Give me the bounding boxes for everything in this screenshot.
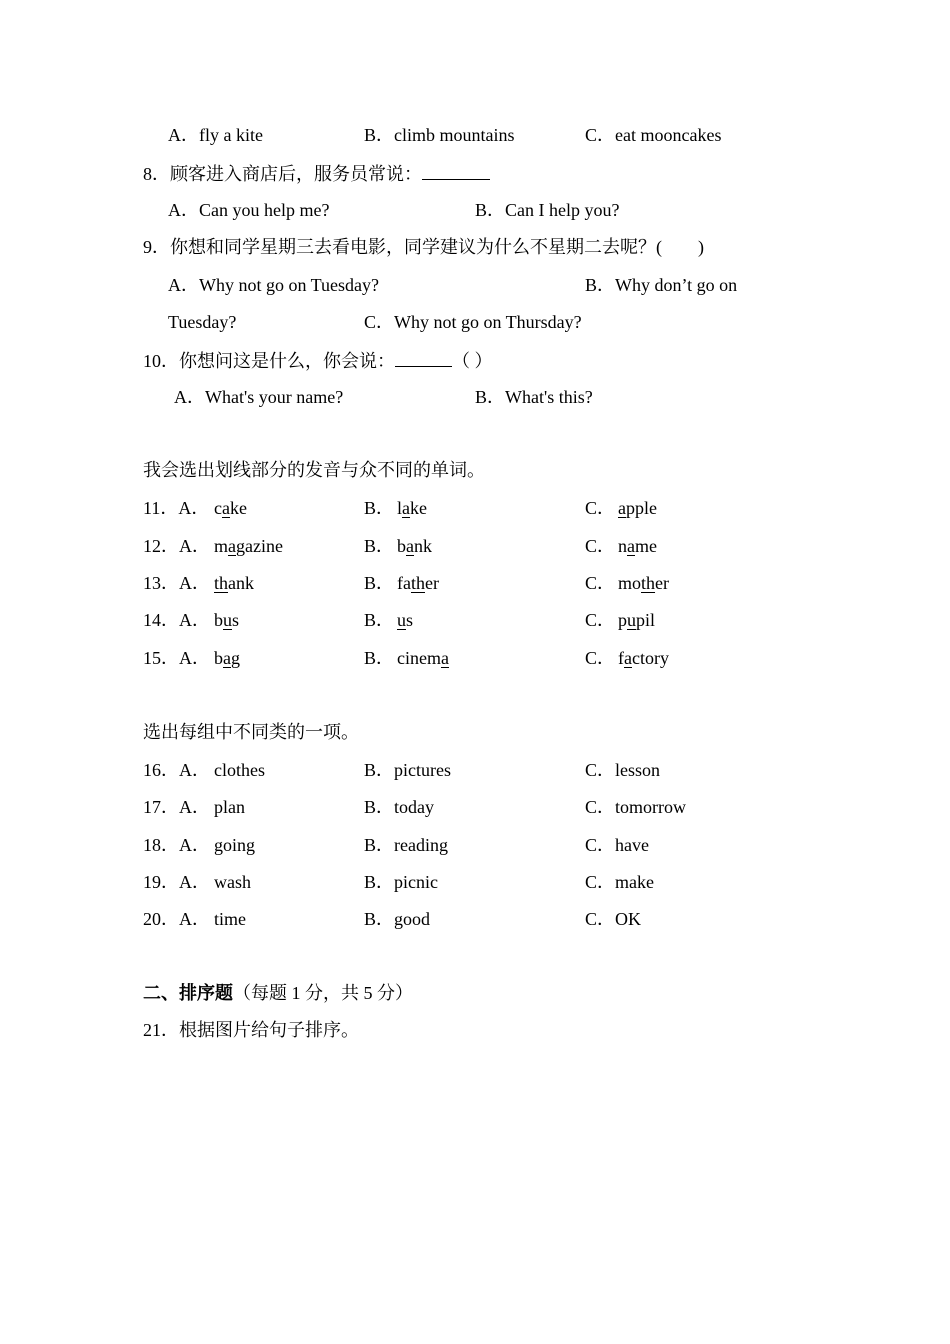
pron-option-c (618, 535, 657, 557)
word-part-ul: a (222, 498, 230, 518)
class-option-b: B．good (364, 909, 431, 929)
word-part-post: er (655, 573, 670, 593)
class-option-b: B．picnic (364, 872, 438, 892)
pron-option-b (397, 572, 439, 594)
word-part-pre: n (618, 536, 627, 556)
q7-option-b: B．climb mountains (364, 125, 515, 145)
q10-option-b: B．What's this? (475, 387, 593, 407)
word-part-post: er (425, 573, 439, 593)
word-part-pre: fa (397, 573, 411, 593)
section-ordering-title (143, 982, 413, 1004)
class-item-number: 20．A． (143, 909, 210, 929)
pron-option-c (618, 647, 669, 669)
word-part-ul: a (223, 648, 231, 668)
word-part-post: gazine (236, 536, 283, 556)
class-option-b: B．today (364, 797, 434, 817)
word-part-pre: p (618, 610, 627, 630)
class-option-b: B．reading (364, 835, 448, 855)
pron-item-number: 14．A． (143, 610, 210, 630)
word-part-pre: cinem (397, 648, 441, 668)
q7-option-c: C．eat mooncakes (585, 125, 722, 145)
class-option-c: C．have (585, 835, 649, 855)
word-part-pre: m (214, 536, 229, 556)
word-part-post: g (231, 648, 240, 668)
word-part-post: pple (626, 498, 657, 518)
section-ordering-heading: 二、排序题 (143, 983, 233, 1003)
pron-option-c-label: C． (585, 536, 616, 556)
q9-option-b-line1: B．Why don’t go on (585, 275, 738, 295)
word-part-post: ank (228, 573, 255, 593)
pron-option-c-label: C． (585, 573, 616, 593)
pron-option-c-label: C． (585, 498, 616, 518)
pron-option-b-label: B． (364, 610, 395, 630)
pron-option-a (214, 497, 247, 519)
word-part-ul: a (402, 498, 411, 518)
pron-option-b-label: B． (364, 648, 395, 668)
pron-item-number: 15．A． (143, 648, 210, 668)
q10-stem-text: 10．你想问这是什么，你会说： (143, 351, 395, 371)
q21-stem: 21．根据图片给句子排序。 (143, 1020, 359, 1040)
q8-stem (143, 161, 490, 185)
q8-option-b: B．Can I help you? (475, 200, 620, 220)
q8-answer-blank (422, 161, 490, 180)
pron-option-c (618, 609, 655, 631)
q9-option-c: C．Why not go on Thursday? (364, 312, 582, 332)
q9-stem: 9．你想和同学星期三去看电影，同学建议为什么不星期二去呢？( ) (143, 237, 704, 257)
word-part-ul: th (410, 573, 425, 593)
q10-option-a: A．What's your name? (174, 387, 344, 407)
word-part-post: nk (414, 536, 432, 556)
word-part-post: ctory (632, 648, 669, 668)
class-option-a: plan (214, 797, 245, 817)
word-part-ul: u (627, 610, 636, 630)
pron-item-number: 12．A． (143, 536, 210, 556)
q8-option-a: A．Can you help me? (168, 200, 330, 220)
word-part-pre: b (214, 610, 223, 630)
word-part-ul: a (406, 536, 414, 556)
pron-option-a (214, 647, 240, 669)
q7-option-a: A．fly a kite (168, 125, 263, 145)
word-part-ul: u (397, 610, 406, 630)
word-part-ul: a (440, 648, 449, 668)
class-option-a: time (214, 909, 246, 929)
word-part-post: ke (410, 498, 428, 518)
word-part-ul: u (223, 610, 232, 630)
pron-option-c (618, 572, 669, 594)
pron-option-c-label: C． (585, 648, 616, 668)
section-classification-title: 选出每组中不同类的一项。 (143, 722, 359, 742)
pron-option-b (397, 647, 449, 669)
word-part-ul: a (618, 498, 626, 518)
word-part-ul: a (624, 648, 632, 668)
q9-option-b-line2: Tuesday? (168, 312, 237, 332)
pron-option-c (618, 497, 657, 519)
pron-option-b-label: B． (364, 498, 395, 518)
word-part-post: pil (636, 610, 656, 630)
section-pronunciation-title: 我会选出划线部分的发音与众不同的单词。 (143, 460, 485, 480)
pron-option-a (214, 572, 254, 594)
word-part-ul: a (228, 536, 237, 556)
word-part-ul: th (214, 573, 229, 593)
pron-option-c-label: C． (585, 610, 616, 630)
pron-option-b-label: B． (364, 573, 395, 593)
class-option-c: C．tomorrow (585, 797, 686, 817)
word-part-ul: th (641, 573, 656, 593)
class-item-number: 18．A． (143, 835, 210, 855)
q10-stem-paren: （ ） (452, 351, 493, 371)
word-part-pre: f (618, 648, 624, 668)
word-part-post: me (635, 536, 657, 556)
class-item-number: 16．A． (143, 760, 210, 780)
pron-option-b (397, 497, 427, 519)
class-item-number: 19．A． (143, 872, 210, 892)
word-part-post: ke (230, 498, 247, 518)
class-option-a: going (214, 835, 256, 855)
pron-item-number: 13．A． (143, 573, 210, 593)
word-part-post: s (232, 610, 240, 630)
class-option-a: wash (214, 872, 251, 892)
word-part-pre: c (214, 498, 222, 518)
word-part-pre: mo (618, 573, 642, 593)
q9-option-a: A．Why not go on Tuesday? (168, 275, 379, 295)
q10-answer-blank (395, 348, 452, 367)
word-part-pre: b (214, 648, 223, 668)
word-part-ul: a (627, 536, 635, 556)
class-option-c: C．make (585, 872, 654, 892)
word-part-pre: l (397, 498, 403, 518)
word-part-pre: b (397, 536, 406, 556)
class-item-number: 17．A． (143, 797, 210, 817)
pron-item-number: 11．A． (143, 498, 210, 518)
class-option-c: C．lesson (585, 760, 661, 780)
q10-stem (143, 348, 493, 372)
pron-option-a (214, 609, 239, 631)
class-option-c: C．OK (585, 909, 642, 929)
pron-option-b (397, 609, 413, 631)
class-option-b: B．pictures (364, 760, 451, 780)
pron-option-b-label: B． (364, 536, 395, 556)
pron-option-a (214, 535, 283, 557)
class-option-a: clothes (214, 760, 265, 780)
pron-option-b (397, 535, 432, 557)
section-ordering-note: （每题 1 分，共 5 分） (233, 983, 413, 1003)
q8-stem-text: 8．顾客进入商店后，服务员常说： (143, 164, 422, 184)
word-part-post: s (406, 610, 414, 630)
